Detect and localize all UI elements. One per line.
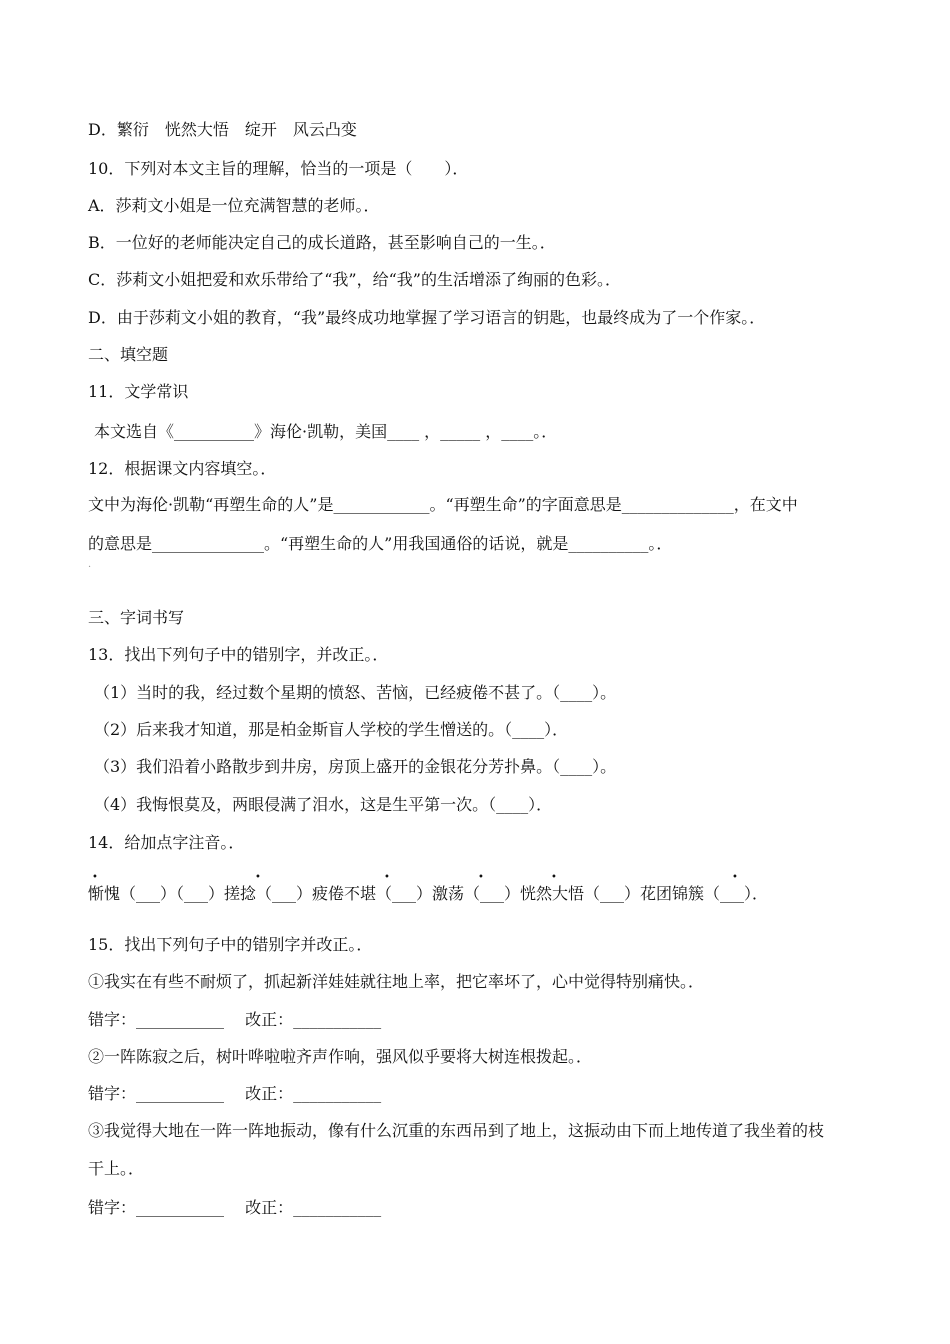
question-14-words: 惭愧（___）（___）搓捻（___）疲倦不堪（___）激荡（___）恍然大悟（___）花团锦簇（___）． [88,884,769,903]
question-13-item-1: （1）当时的我，经过数个星期的愤怒、苦恼，已经疲倦不甚了。（____）。 [94,683,617,702]
question-10-option-d: D．由于莎莉文小姐的教育，“我”最终成功地掌握了学习语言的钥匙，也最终成为了一个作家。． [88,308,766,327]
question-15-answer-2: 错字：___________ 改正：___________ [88,1084,382,1103]
question-15-stem: 15．找出下列句子中的错别字并改正。． [88,935,373,954]
question-12-text-line-1: 文中为海伦·凯勒“再塑生命的人”是____________。“再塑生命”的字面意思是______________，在文中 [88,495,798,514]
question-12-text-line-2: 的意思是______________。“再塑生命的人”用我国通俗的话说，就是__________。． [88,534,673,553]
question-10-stem: 10．下列对本文主旨的理解，恰当的一项是（ ）． [88,159,469,178]
section-heading-word-writing: 三、字词书写 [88,608,185,627]
emphasis-dot: • [551,872,557,883]
emphasis-dot: • [732,872,738,883]
question-14-stem: 14．给加点字注音。． [88,833,245,852]
question-10-option-a: A．莎莉文小姐是一位充满智慧的老师。． [88,196,380,215]
question-13-item-4: （4）我悔恨莫及，两眼侵满了泪水，这是生平第一次。（____）． [94,795,553,814]
question-15-answer-3: 错字：___________ 改正：___________ [88,1198,382,1217]
question-13-item-2: （2）后来我才知道，那是柏金斯盲人学校的学生憎送的。（____）． [94,720,569,739]
question-13-stem: 13．找出下列句子中的错别字，并改正。． [88,645,389,664]
question-9-option-d: D．繁衍 恍然大悟 绽开 风云凸变 [88,120,357,139]
question-15-sentence-2: ②一阵陈寂之后，树叶哗啦啦齐声作响，强风似乎要将大树连根拨起。． [88,1047,593,1066]
question-15-sentence-3-line-2: 干上。． [88,1159,145,1178]
emphasis-dot: • [92,872,98,883]
question-15-sentence-3-line-1: ③我觉得大地在一阵一阵地振动，像有什么沉重的东西吊到了地上，这振动由下而上地传道了我坐着的枝 [88,1121,825,1140]
question-13-item-3: （3）我们沿着小路散步到井房，房顶上盛开的金银花分芳扑鼻。（____）。 [94,757,617,776]
question-15-answer-1: 错字：___________ 改正：___________ [88,1010,382,1029]
question-10-option-b: B．一位好的老师能决定自己的成长道路，甚至影响自己的一生。． [88,233,556,252]
paragraph-mark: ． [88,559,98,570]
question-10-option-c: C．莎莉文小姐把爱和欢乐带给了“我”，给“我”的生活增添了绚丽的色彩。． [88,270,621,289]
emphasis-dot: • [478,872,484,883]
emphasis-dot: • [255,872,261,883]
question-12-stem: 12．根据课文内容填空。． [88,459,277,478]
question-11-stem: 11．文学常识 [88,382,189,401]
emphasis-dot: • [384,872,390,883]
question-15-sentence-1: ①我实在有些不耐烦了，抓起新洋娃娃就往地上率，把它率坏了，心中觉得特别痛快。． [88,972,705,991]
question-11-blank-line: 本文选自《__________》海伦·凯勒，美国____ ，_____ ，____。． [94,422,558,441]
section-heading-fill-blank: 二、填空题 [88,345,169,364]
